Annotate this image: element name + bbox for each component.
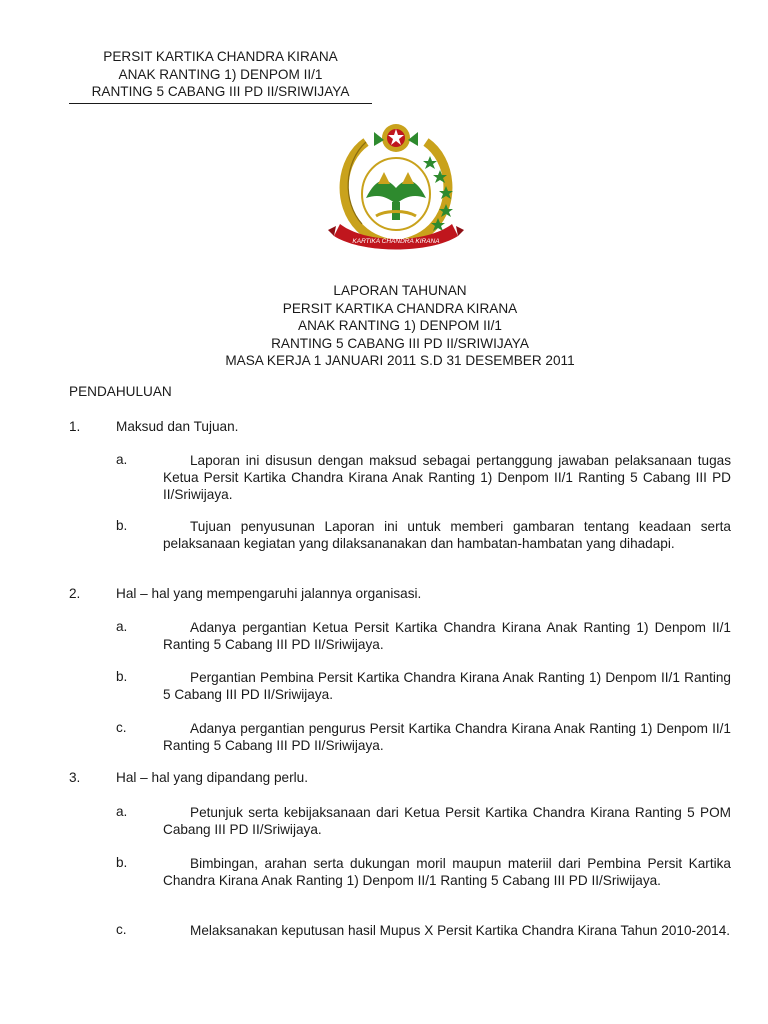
sub-item-text: Pergantian Pembina Persit Kartika Chandra Kirana Anak Ranting 1) Denpom II/1 Ranting 5 Cabang III PD II/Sriwijaya. <box>163 670 731 703</box>
item-title: Maksud dan Tujuan. <box>116 419 239 434</box>
sub-item-text: Melaksanakan keputusan hasil Mupus X Persit Kartika Chandra Kirana Tahun 2010-2014. <box>190 923 731 938</box>
sub-item-text: Laporan ini disusun dengan maksud sebagai pertanggung jawaban pelaksanaan tugas Ketua Persit Kartika Chandra Kirana Anak Ranting 1) Denpom II/1 Ranting 5 Cabang III PD II/Sriwijaya. <box>163 453 731 503</box>
item-number: 3. <box>69 770 81 785</box>
sub-item-letter: c. <box>116 922 127 937</box>
persit-emblem-logo <box>326 112 466 256</box>
sub-item-text: Petunjuk serta kebijaksanaan dari Ketua Persit Kartika Chandra Kirana Ranting 5 POM Cabang III PD II/Sriwijaya. <box>163 805 731 838</box>
letterhead <box>69 48 372 101</box>
item-title: Hal – hal yang mempengaruhi jalannya organisasi. <box>116 586 422 601</box>
item-number: 1. <box>69 419 81 434</box>
sub-item-text: Bimbingan, arahan serta dukungan moril maupun materiil dari Pembina Persit Kartika Chandra Kirana Anak Ranting 1) Denpom II/1 Ranting 5 Cabang III PD II/Sriwijaya. <box>163 856 731 889</box>
title-line-3: ANAK RANTING 1) DENPOM II/1 <box>298 318 502 333</box>
item-title: Hal – hal yang dipandang perlu. <box>116 770 308 785</box>
sub-item-letter: a. <box>116 804 128 819</box>
emblem-ribbon-text: KARTIKA CHANDRA KIRANA <box>352 238 440 245</box>
sub-item-letter: b. <box>116 518 128 533</box>
sub-item-letter: b. <box>116 669 128 684</box>
letterhead-line-2: ANAK RANTING 1) DENPOM II/1 <box>118 66 323 82</box>
title-line-2: PERSIT KARTIKA CHANDRA KIRANA <box>282 300 518 316</box>
item-number: 2. <box>69 586 81 601</box>
title-line-5: MASA KERJA 1 JANUARI 2011 S.D 31 DESEMBER 2011 <box>225 353 575 368</box>
sub-item-letter: a. <box>116 619 128 634</box>
sub-item-text: Tujuan penyusunan Laporan ini untuk memberi gambaran tentang keadaan serta pelaksanaan kegiatan yang dilaksananakan dan hambatan-hambatan yang dihadapi. <box>163 519 731 552</box>
sub-item-letter: b. <box>116 855 128 870</box>
letterhead-line-1: PERSIT KARTIKA CHANDRA KIRANA <box>103 49 338 64</box>
letterhead-line-3: RANTING 5 CABANG III PD II/SRIWIJAYA <box>91 84 350 99</box>
letterhead-underline <box>69 103 372 104</box>
sub-item-text: Adanya pergantian Ketua Persit Kartika Chandra Kirana Anak Ranting 1) Denpom II/1 Ranting 5 Cabang III PD II/Sriwijaya. <box>163 620 731 653</box>
section-heading: PENDAHULUAN <box>69 384 172 399</box>
title-line-1: LAPORAN TAHUNAN <box>333 283 467 298</box>
title-line-4: RANTING 5 CABANG III PD II/SRIWIJAYA <box>271 335 529 351</box>
sub-item-letter: c. <box>116 720 127 735</box>
sub-item-text: Adanya pergantian pengurus Persit Kartika Chandra Kirana Anak Ranting 1) Denpom II/1 Ranting 5 Cabang III PD II/Sriwijaya. <box>163 721 731 754</box>
sub-item-letter: a. <box>116 452 128 467</box>
report-title <box>150 282 650 370</box>
